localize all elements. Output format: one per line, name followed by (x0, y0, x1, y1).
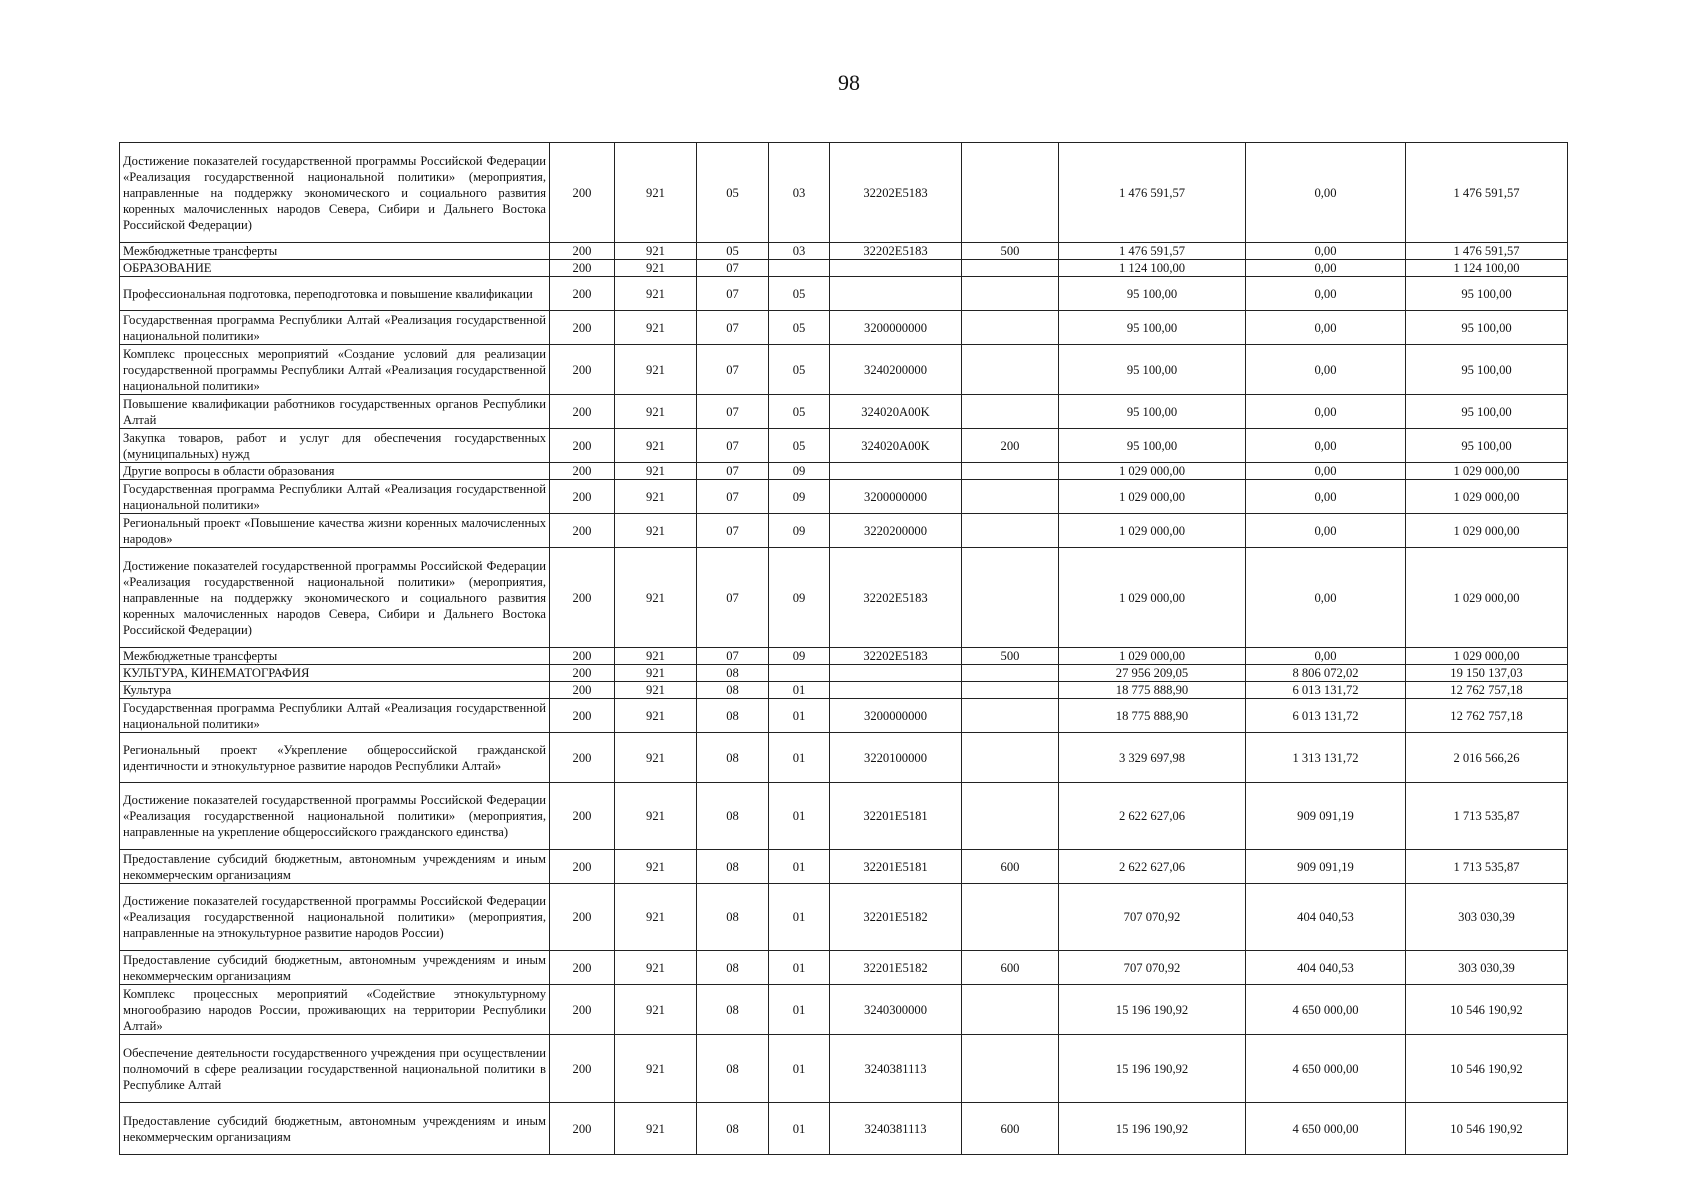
row-name-cell: Предоставление субсидий бюджетным, автономным учреждениям и иным некоммерческим организациям (120, 850, 550, 884)
target-article-cell: 3220100000 (830, 733, 962, 783)
target-article-cell: 3200000000 (830, 699, 962, 733)
amount-regional-cell: 95 100,00 (1406, 277, 1568, 311)
subsection-code-cell: 09 (769, 480, 830, 514)
amount-federal-cell: 0,00 (1246, 345, 1406, 395)
grbs-code-cell: 200 (550, 951, 615, 985)
expense-type-cell (962, 345, 1059, 395)
amount-total-cell: 1 476 591,57 (1059, 143, 1246, 243)
ved-code-cell: 921 (615, 850, 697, 884)
target-article-cell: 32201E5181 (830, 850, 962, 884)
amount-regional-cell: 2 016 566,26 (1406, 733, 1568, 783)
amount-total-cell: 15 196 190,92 (1059, 1035, 1246, 1103)
table-row (120, 951, 1568, 985)
amount-total-cell: 3 329 697,98 (1059, 733, 1246, 783)
amount-regional-cell: 95 100,00 (1406, 345, 1568, 395)
ved-code-cell: 921 (615, 429, 697, 463)
ved-code-cell: 921 (615, 277, 697, 311)
ved-code-cell: 921 (615, 395, 697, 429)
section-code-cell: 07 (697, 648, 769, 665)
amount-federal-cell: 1 313 131,72 (1246, 733, 1406, 783)
grbs-code-cell: 200 (550, 648, 615, 665)
table-row (120, 260, 1568, 277)
amount-regional-cell: 1 124 100,00 (1406, 260, 1568, 277)
row-name-cell: Предоставление субсидий бюджетным, автономным учреждениям и иным некоммерческим организациям (120, 951, 550, 985)
amount-regional-cell: 1 029 000,00 (1406, 648, 1568, 665)
target-article-cell (830, 463, 962, 480)
table-row (120, 480, 1568, 514)
amount-federal-cell: 4 650 000,00 (1246, 1103, 1406, 1155)
expense-type-cell (962, 783, 1059, 850)
amount-regional-cell: 95 100,00 (1406, 311, 1568, 345)
amount-federal-cell: 0,00 (1246, 277, 1406, 311)
amount-federal-cell: 0,00 (1246, 514, 1406, 548)
section-code-cell: 07 (697, 345, 769, 395)
ved-code-cell: 921 (615, 345, 697, 395)
expense-type-cell: 500 (962, 243, 1059, 260)
subsection-code-cell: 01 (769, 985, 830, 1035)
amount-total-cell: 27 956 209,05 (1059, 665, 1246, 682)
grbs-code-cell: 200 (550, 277, 615, 311)
ved-code-cell: 921 (615, 951, 697, 985)
subsection-code-cell: 05 (769, 311, 830, 345)
table-row (120, 850, 1568, 884)
amount-regional-cell: 95 100,00 (1406, 429, 1568, 463)
target-article-cell: 32202E5183 (830, 548, 962, 648)
row-name-cell: Комплекс процессных мероприятий «Содействие этнокультурному многообразию народов России, проживающих на территории Республики Алтай» (120, 985, 550, 1035)
expense-type-cell (962, 682, 1059, 699)
table-row (120, 783, 1568, 850)
table-row (120, 429, 1568, 463)
table-row (120, 985, 1568, 1035)
section-code-cell: 08 (697, 682, 769, 699)
ved-code-cell: 921 (615, 311, 697, 345)
subsection-code-cell: 09 (769, 514, 830, 548)
subsection-code-cell: 01 (769, 951, 830, 985)
grbs-code-cell: 200 (550, 1103, 615, 1155)
target-article-cell: 3240300000 (830, 985, 962, 1035)
subsection-code-cell: 03 (769, 143, 830, 243)
section-code-cell: 08 (697, 1035, 769, 1103)
amount-total-cell: 707 070,92 (1059, 951, 1246, 985)
target-article-cell: 3200000000 (830, 311, 962, 345)
target-article-cell (830, 665, 962, 682)
amount-total-cell: 95 100,00 (1059, 277, 1246, 311)
page-number: 98 (838, 70, 860, 95)
amount-regional-cell: 1 713 535,87 (1406, 783, 1568, 850)
target-article-cell (830, 260, 962, 277)
grbs-code-cell: 200 (550, 429, 615, 463)
target-article-cell (830, 277, 962, 311)
expense-type-cell (962, 514, 1059, 548)
amount-federal-cell: 909 091,19 (1246, 850, 1406, 884)
expense-type-cell (962, 143, 1059, 243)
table-row (120, 143, 1568, 243)
table-row (120, 682, 1568, 699)
row-name-cell: Межбюджетные трансферты (120, 243, 550, 260)
grbs-code-cell: 200 (550, 548, 615, 648)
amount-federal-cell: 0,00 (1246, 463, 1406, 480)
subsection-code-cell: 09 (769, 648, 830, 665)
section-code-cell: 08 (697, 699, 769, 733)
grbs-code-cell: 200 (550, 850, 615, 884)
section-code-cell: 08 (697, 733, 769, 783)
ved-code-cell: 921 (615, 884, 697, 951)
row-name-cell: Обеспечение деятельности государственного учреждения при осуществлении полномочий в сфере реализации государственной национальной политики в Республике Алтай (120, 1035, 550, 1103)
amount-regional-cell: 95 100,00 (1406, 395, 1568, 429)
target-article-cell: 3240381113 (830, 1103, 962, 1155)
amount-federal-cell: 404 040,53 (1246, 884, 1406, 951)
grbs-code-cell: 200 (550, 311, 615, 345)
grbs-code-cell: 200 (550, 665, 615, 682)
amount-regional-cell: 12 762 757,18 (1406, 699, 1568, 733)
row-name-cell: Достижение показателей государственной программы Российской Федерации «Реализация государственной национальной политики» (мероприятия, направленные на поддержку экономического и социального развития коренных малочисленных народов Севера, Сибири и Дальнего Востока Российской Федерации) (120, 548, 550, 648)
expense-type-cell (962, 699, 1059, 733)
section-code-cell: 05 (697, 243, 769, 260)
ved-code-cell: 921 (615, 1103, 697, 1155)
amount-federal-cell: 0,00 (1246, 429, 1406, 463)
ved-code-cell: 921 (615, 1035, 697, 1103)
target-article-cell: 3240200000 (830, 345, 962, 395)
amount-federal-cell: 4 650 000,00 (1246, 985, 1406, 1035)
subsection-code-cell: 01 (769, 682, 830, 699)
amount-federal-cell: 0,00 (1246, 243, 1406, 260)
table-row (120, 395, 1568, 429)
subsection-code-cell: 01 (769, 699, 830, 733)
grbs-code-cell: 200 (550, 985, 615, 1035)
section-code-cell: 08 (697, 783, 769, 850)
target-article-cell: 32202E5183 (830, 648, 962, 665)
amount-total-cell: 707 070,92 (1059, 884, 1246, 951)
amount-total-cell: 1 029 000,00 (1059, 514, 1246, 548)
amount-regional-cell: 10 546 190,92 (1406, 985, 1568, 1035)
amount-total-cell: 2 622 627,06 (1059, 850, 1246, 884)
amount-regional-cell: 1 476 591,57 (1406, 243, 1568, 260)
ved-code-cell: 921 (615, 243, 697, 260)
amount-federal-cell: 404 040,53 (1246, 951, 1406, 985)
amount-regional-cell: 1 029 000,00 (1406, 548, 1568, 648)
grbs-code-cell: 200 (550, 260, 615, 277)
row-name-cell: Другие вопросы в области образования (120, 463, 550, 480)
subsection-code-cell: 01 (769, 1035, 830, 1103)
section-code-cell: 07 (697, 395, 769, 429)
table-row (120, 733, 1568, 783)
target-article-cell: 324020A00K (830, 395, 962, 429)
subsection-code-cell: 05 (769, 395, 830, 429)
amount-federal-cell: 0,00 (1246, 143, 1406, 243)
row-name-cell: Достижение показателей государственной программы Российской Федерации «Реализация государственной национальной политики» (мероприятия, направленные на укрепление общероссийского гражданского единства) (120, 783, 550, 850)
amount-regional-cell: 10 546 190,92 (1406, 1035, 1568, 1103)
subsection-code-cell: 01 (769, 850, 830, 884)
grbs-code-cell: 200 (550, 514, 615, 548)
subsection-code-cell: 01 (769, 1103, 830, 1155)
amount-federal-cell: 4 650 000,00 (1246, 1035, 1406, 1103)
row-name-cell: Государственная программа Республики Алтай «Реализация государственной национальной политики» (120, 480, 550, 514)
subsection-code-cell: 01 (769, 884, 830, 951)
section-code-cell: 07 (697, 260, 769, 277)
grbs-code-cell: 200 (550, 463, 615, 480)
target-article-cell: 3220200000 (830, 514, 962, 548)
section-code-cell: 07 (697, 429, 769, 463)
section-code-cell: 08 (697, 850, 769, 884)
expense-type-cell (962, 1035, 1059, 1103)
subsection-code-cell: 05 (769, 277, 830, 311)
row-name-cell: КУЛЬТУРА, КИНЕМАТОГРАФИЯ (120, 665, 550, 682)
subsection-code-cell (769, 260, 830, 277)
expense-type-cell (962, 548, 1059, 648)
amount-federal-cell: 0,00 (1246, 480, 1406, 514)
amount-federal-cell: 8 806 072,02 (1246, 665, 1406, 682)
grbs-code-cell: 200 (550, 783, 615, 850)
amount-total-cell: 15 196 190,92 (1059, 985, 1246, 1035)
grbs-code-cell: 200 (550, 884, 615, 951)
row-name-cell: Профессиональная подготовка, переподготовка и повышение квалификации (120, 277, 550, 311)
amount-total-cell: 15 196 190,92 (1059, 1103, 1246, 1155)
amount-federal-cell: 6 013 131,72 (1246, 682, 1406, 699)
section-code-cell: 07 (697, 277, 769, 311)
amount-total-cell: 1 029 000,00 (1059, 548, 1246, 648)
ved-code-cell: 921 (615, 260, 697, 277)
expense-type-cell: 600 (962, 1103, 1059, 1155)
expense-type-cell (962, 260, 1059, 277)
subsection-code-cell: 05 (769, 345, 830, 395)
section-code-cell: 08 (697, 884, 769, 951)
expense-type-cell (962, 395, 1059, 429)
table-row (120, 648, 1568, 665)
subsection-code-cell: 09 (769, 463, 830, 480)
table-row (120, 514, 1568, 548)
expense-type-cell (962, 733, 1059, 783)
expense-type-cell (962, 277, 1059, 311)
target-article-cell: 32202E5183 (830, 143, 962, 243)
table-row (120, 884, 1568, 951)
amount-total-cell: 1 476 591,57 (1059, 243, 1246, 260)
amount-federal-cell: 0,00 (1246, 311, 1406, 345)
row-name-cell: Закупка товаров, работ и услуг для обеспечения государственных (муниципальных) нужд (120, 429, 550, 463)
grbs-code-cell: 200 (550, 243, 615, 260)
subsection-code-cell: 01 (769, 783, 830, 850)
expense-type-cell (962, 480, 1059, 514)
row-name-cell: Межбюджетные трансферты (120, 648, 550, 665)
section-code-cell: 07 (697, 514, 769, 548)
table-row (120, 548, 1568, 648)
subsection-code-cell: 09 (769, 548, 830, 648)
row-name-cell: Достижение показателей государственной программы Российской Федерации «Реализация государственной национальной политики» (мероприятия, направленные на этнокультурное развитие народов России) (120, 884, 550, 951)
amount-regional-cell: 1 029 000,00 (1406, 514, 1568, 548)
ved-code-cell: 921 (615, 514, 697, 548)
table-row (120, 463, 1568, 480)
target-article-cell: 3240381113 (830, 1035, 962, 1103)
amount-regional-cell: 12 762 757,18 (1406, 682, 1568, 699)
amount-regional-cell: 1 029 000,00 (1406, 463, 1568, 480)
ved-code-cell: 921 (615, 985, 697, 1035)
expense-type-cell: 600 (962, 850, 1059, 884)
amount-regional-cell: 1 476 591,57 (1406, 143, 1568, 243)
amount-regional-cell: 19 150 137,03 (1406, 665, 1568, 682)
subsection-code-cell (769, 665, 830, 682)
amount-total-cell: 18 775 888,90 (1059, 682, 1246, 699)
ved-code-cell: 921 (615, 665, 697, 682)
amount-total-cell: 1 124 100,00 (1059, 260, 1246, 277)
amount-regional-cell: 1 029 000,00 (1406, 480, 1568, 514)
expense-type-cell: 200 (962, 429, 1059, 463)
amount-total-cell: 1 029 000,00 (1059, 480, 1246, 514)
amount-total-cell: 1 029 000,00 (1059, 648, 1246, 665)
section-code-cell: 07 (697, 311, 769, 345)
amount-federal-cell: 0,00 (1246, 260, 1406, 277)
table-row (120, 1103, 1568, 1155)
amount-regional-cell: 303 030,39 (1406, 884, 1568, 951)
ved-code-cell: 921 (615, 733, 697, 783)
row-name-cell: Комплекс процессных мероприятий «Создание условий для реализации государственной программы Республики Алтай «Реализация государственной национальной политики» (120, 345, 550, 395)
grbs-code-cell: 200 (550, 345, 615, 395)
section-code-cell: 07 (697, 463, 769, 480)
ved-code-cell: 921 (615, 480, 697, 514)
section-code-cell: 08 (697, 1103, 769, 1155)
amount-total-cell: 95 100,00 (1059, 311, 1246, 345)
amount-regional-cell: 10 546 190,92 (1406, 1103, 1568, 1155)
row-name-cell: Предоставление субсидий бюджетным, автономным учреждениям и иным некоммерческим организациям (120, 1103, 550, 1155)
amount-federal-cell: 0,00 (1246, 648, 1406, 665)
target-article-cell: 32201E5182 (830, 884, 962, 951)
target-article-cell: 32201E5181 (830, 783, 962, 850)
table-row (120, 277, 1568, 311)
row-name-cell: Повышение квалификации работников государственных органов Республики Алтай (120, 395, 550, 429)
table-row (120, 311, 1568, 345)
section-code-cell: 08 (697, 985, 769, 1035)
amount-regional-cell: 303 030,39 (1406, 951, 1568, 985)
budget-table (119, 142, 1568, 1155)
row-name-cell: Государственная программа Республики Алтай «Реализация государственной национальной политики» (120, 311, 550, 345)
ved-code-cell: 921 (615, 548, 697, 648)
subsection-code-cell: 03 (769, 243, 830, 260)
amount-total-cell: 95 100,00 (1059, 429, 1246, 463)
target-article-cell (830, 682, 962, 699)
expense-type-cell (962, 665, 1059, 682)
row-name-cell: Достижение показателей государственной программы Российской Федерации «Реализация государственной национальной политики» (мероприятия, направленные на поддержку экономического и социального развития коренных малочисленных народов Севера, Сибири и Дальнего Востока Российской Федерации) (120, 143, 550, 243)
table-row (120, 243, 1568, 260)
row-name-cell: Региональный проект «Укрепление общероссийской гражданской идентичности и этнокультурное развитие народов Республики Алтай» (120, 733, 550, 783)
ved-code-cell: 921 (615, 648, 697, 665)
grbs-code-cell: 200 (550, 699, 615, 733)
target-article-cell: 32201E5182 (830, 951, 962, 985)
section-code-cell: 05 (697, 143, 769, 243)
expense-type-cell (962, 463, 1059, 480)
subsection-code-cell: 01 (769, 733, 830, 783)
row-name-cell: Региональный проект «Повышение качества жизни коренных малочисленных народов» (120, 514, 550, 548)
target-article-cell: 3200000000 (830, 480, 962, 514)
section-code-cell: 07 (697, 480, 769, 514)
grbs-code-cell: 200 (550, 1035, 615, 1103)
grbs-code-cell: 200 (550, 480, 615, 514)
table-row (120, 665, 1568, 682)
row-name-cell: Государственная программа Республики Алтай «Реализация государственной национальной политики» (120, 699, 550, 733)
amount-total-cell: 95 100,00 (1059, 345, 1246, 395)
grbs-code-cell: 200 (550, 143, 615, 243)
amount-federal-cell: 0,00 (1246, 395, 1406, 429)
amount-regional-cell: 1 713 535,87 (1406, 850, 1568, 884)
grbs-code-cell: 200 (550, 395, 615, 429)
grbs-code-cell: 200 (550, 682, 615, 699)
table-row (120, 699, 1568, 733)
row-name-cell: ОБРАЗОВАНИЕ (120, 260, 550, 277)
ved-code-cell: 921 (615, 699, 697, 733)
ved-code-cell: 921 (615, 143, 697, 243)
table-body (120, 143, 1568, 1155)
section-code-cell: 07 (697, 548, 769, 648)
amount-total-cell: 95 100,00 (1059, 395, 1246, 429)
expense-type-cell (962, 985, 1059, 1035)
expense-type-cell (962, 884, 1059, 951)
amount-federal-cell: 909 091,19 (1246, 783, 1406, 850)
row-name-cell: Культура (120, 682, 550, 699)
amount-federal-cell: 6 013 131,72 (1246, 699, 1406, 733)
grbs-code-cell: 200 (550, 733, 615, 783)
amount-total-cell: 2 622 627,06 (1059, 783, 1246, 850)
ved-code-cell: 921 (615, 463, 697, 480)
table-row (120, 345, 1568, 395)
table-row (120, 1035, 1568, 1103)
subsection-code-cell: 05 (769, 429, 830, 463)
amount-total-cell: 1 029 000,00 (1059, 463, 1246, 480)
target-article-cell: 324020A00K (830, 429, 962, 463)
ved-code-cell: 921 (615, 783, 697, 850)
expense-type-cell (962, 311, 1059, 345)
section-code-cell: 08 (697, 665, 769, 682)
section-code-cell: 08 (697, 951, 769, 985)
expense-type-cell: 500 (962, 648, 1059, 665)
ved-code-cell: 921 (615, 682, 697, 699)
amount-federal-cell: 0,00 (1246, 548, 1406, 648)
target-article-cell: 32202E5183 (830, 243, 962, 260)
amount-total-cell: 18 775 888,90 (1059, 699, 1246, 733)
expense-type-cell: 600 (962, 951, 1059, 985)
